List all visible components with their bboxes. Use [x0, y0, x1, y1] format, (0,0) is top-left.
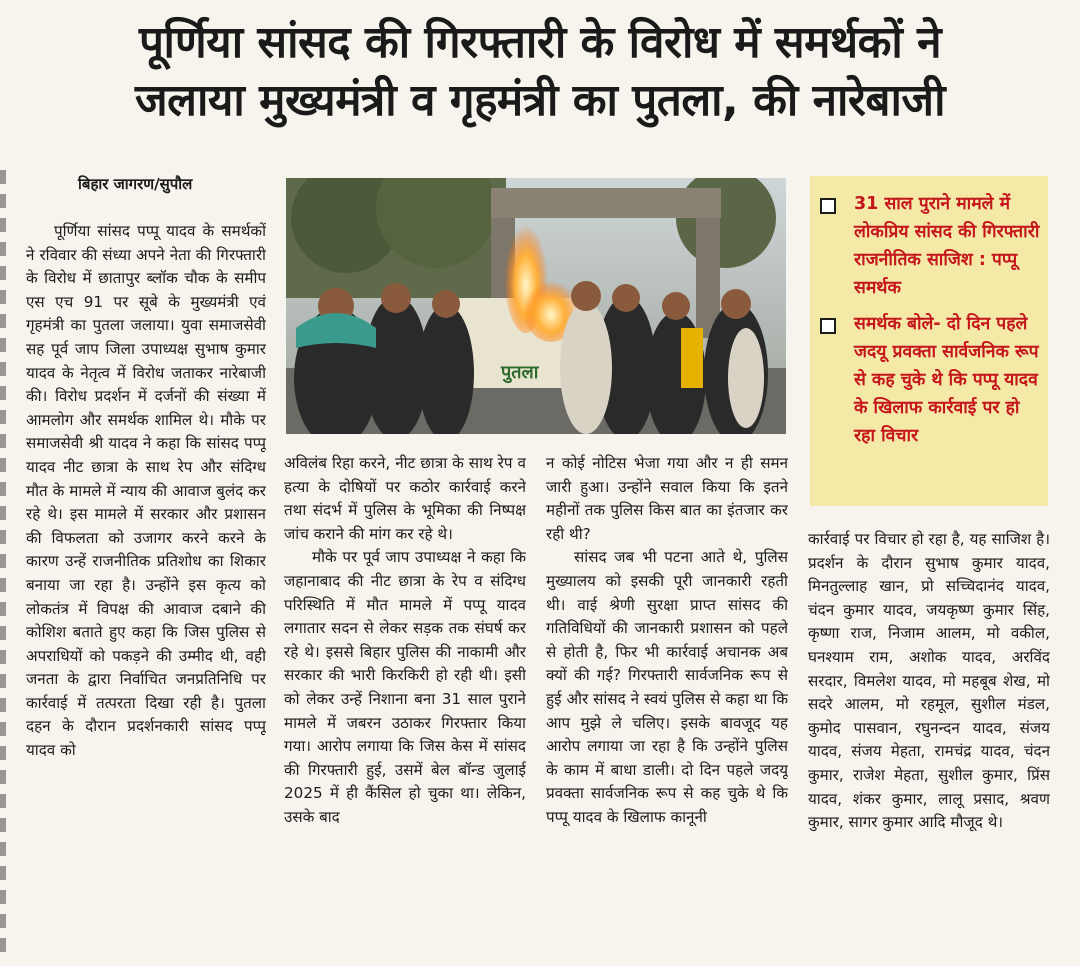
- page-edge-text-fragment: [0, 170, 6, 960]
- checkbox-bullet-icon: [820, 198, 836, 214]
- highlight-text: 31 साल पुराने मामले में लोकप्रिय सांसद की गिरफ्तारी राजनीतिक साजिश : पप्पू समर्थक: [854, 194, 1040, 298]
- paragraph: पूर्णिया सांसद पप्पू यादव के समर्थकों ने रविवार की संध्या अपने नेता की गिरफ्तारी के विरोध में छातापुर ब्लॉक चौक के समीप एस एच 91 पर सूबे के मुख्यमंत्री एवं गृहमंत्री का पुतला जलाया। युवा समाजसेवी सह पूर्व जाप जिला उपाध्यक्ष सुभाष कुमार यादव के नेतृत्व में विरोध जताकर नारेबाजी की। विरोध प्रदर्शन में दर्जनों की संख्या में आमलोग और समर्थक शामिल थे। मौके पर समाजसेवी श्री यादव ने कहा कि सांसद पप्पू यादव नीट छात्रा के साथ रेप और संदिग्ध मौत के मामले में न्याय की आवाज बुलंद कर रहे थे। इस मामले में सरकार और प्रशासन की विफलता को उजागर करने करने के कारण उन्हें राजनीतिक प्रतिशोध का शिकार बनाया जा रहा है। उन्होंने इस कृत्य को लोकतंत्र में विपक्ष की आवाज दबाने की कोशिश बताते हुए कहा कि जिस पुलिस से अपराधियों को पकड़ने की उम्मीद थी, वही जनता के द्वारा निर्वाचित जनप्रतिनिधि पर कार्रवाई में तत्परता दिखा रही है। पुतला दहन के दौरान प्रदर्शनकारी सांसद पप्पू यादव को: [26, 222, 266, 760]
- paragraph: न कोई नोटिस भेजा गया और न ही समन जारी हुआ। उन्होंने सवाल किया कि इतने महीनों तक पुलिस किस बात का इंतजार कर रही थी?: [546, 454, 788, 543]
- byline: बिहार जागरण/सुपौल: [78, 175, 193, 193]
- headline-line-2: जलाया मुख्यमंत्री व गृहमंत्री का पुतला, की नारेबाजी: [135, 75, 945, 126]
- highlight-item: [822, 190, 1042, 302]
- article-column-4: [808, 528, 1050, 942]
- paragraph: मौके पर पूर्व जाप उपाध्यक्ष ने कहा कि जहानाबाद की नीट छात्रा के रेप व संदिग्ध परिस्थिति में मौत मामले में पप्पू यादव लगातार सदन से लेकर सड़क तक संघर्ष कर रहे थे। इससे बिहार पुलिस की नाकामी और सरकार की भारी किरकिरी हो रही थी। इसी को लेकर उन्हें निशाना बना 31 साल पुराने मामले में जबरन उठाकर गिरफ्तार किया गया। आरोप लगाया कि जिस केस में सांसद की गिरफ्तारी हुई, उसमें बेल बॉन्ड जुलाई 2025 में ही कैंसिल हो चुका था। लेकिन, उसके बाद: [284, 548, 526, 826]
- article-column-2: [284, 452, 526, 942]
- article-column-1: [26, 220, 266, 940]
- highlight-item: [822, 310, 1042, 450]
- headline-line-1: पूर्णिया सांसद की गिरफ्तारी के विरोध में समर्थकों ने: [138, 17, 942, 68]
- highlight-box: [810, 176, 1048, 506]
- protest-photo-illustration: [286, 178, 786, 434]
- banner-text: पुतला: [501, 362, 539, 383]
- paragraph: सांसद जब भी पटना आते थे, पुलिस मुख्यालय को इसकी पूरी जानकारी रहती थी। वाई श्रेणी सुरक्षा प्राप्त सांसद की गतिविधियों की जानकारी प्रशासन को पहले से होती है, फिर भी कार्रवाई अचानक अब क्यों की गई? गिरफ्तारी सार्वजनिक रूप से हुई और सांसद ने स्वयं पुलिस से कहा था कि आप मुझे ले चलिए। इसके बावजूद यह आरोप लगाया जा रहा है कि उन्होंने पुलिस के काम में बाधा डाली। दो दिन पहले जदयू प्रवक्ता सार्वजनिक रूप से कह चुके थे कि पप्पू यादव के खिलाफ कानूनी: [546, 548, 788, 826]
- news-photo: [286, 178, 786, 434]
- highlight-text: समर्थक बोले- दो दिन पहले जदयू प्रवक्ता सार्वजनिक रूप से कह चुके थे कि पप्पू यादव के खिलाफ कार्रवाई पर हो रहा विचार: [854, 314, 1039, 446]
- article-column-3: [546, 452, 788, 942]
- paragraph: अविलंब रिहा करने, नीट छात्रा के साथ रेप व हत्या के दोषियों पर कठोर कार्रवाई करने तथा संदर्भ में पुलिस के भूमिका की निष्पक्ष जांच कराने की मांग कर रहे थे।: [284, 454, 526, 543]
- checkbox-bullet-icon: [820, 318, 836, 334]
- paragraph: कार्रवाई पर विचार हो रहा है, यह साजिश है। प्रदर्शन के दौरान सुभाष कुमार यादव, मिनतुल्लाह खान, प्रो सच्चिदानंद यादव, चंदन कुमार यादव, जयकृष्ण कुमार सिंह, कृष्णा राज, निजाम आलम, मो वकील, घनश्याम राम, अशोक यादव, अरविंद सरदार, विमलेश यादव, मो महबूब शेख, मो सदरे आलम, मो रहमूल, सुशील मंडल, कुमोद पासवान, रघुनन्दन यादव, संजय यादव, संजय मेहता, रामचंद्र यादव, चंदन कुमार, राजेश मेहता, सुशील कुमार, प्रिंस यादव, शंकर कुमार, लालू प्रसाद, श्रवण कुमार, सागर कुमार आदि मौजूद थे।: [808, 530, 1050, 832]
- headline: [10, 14, 1070, 130]
